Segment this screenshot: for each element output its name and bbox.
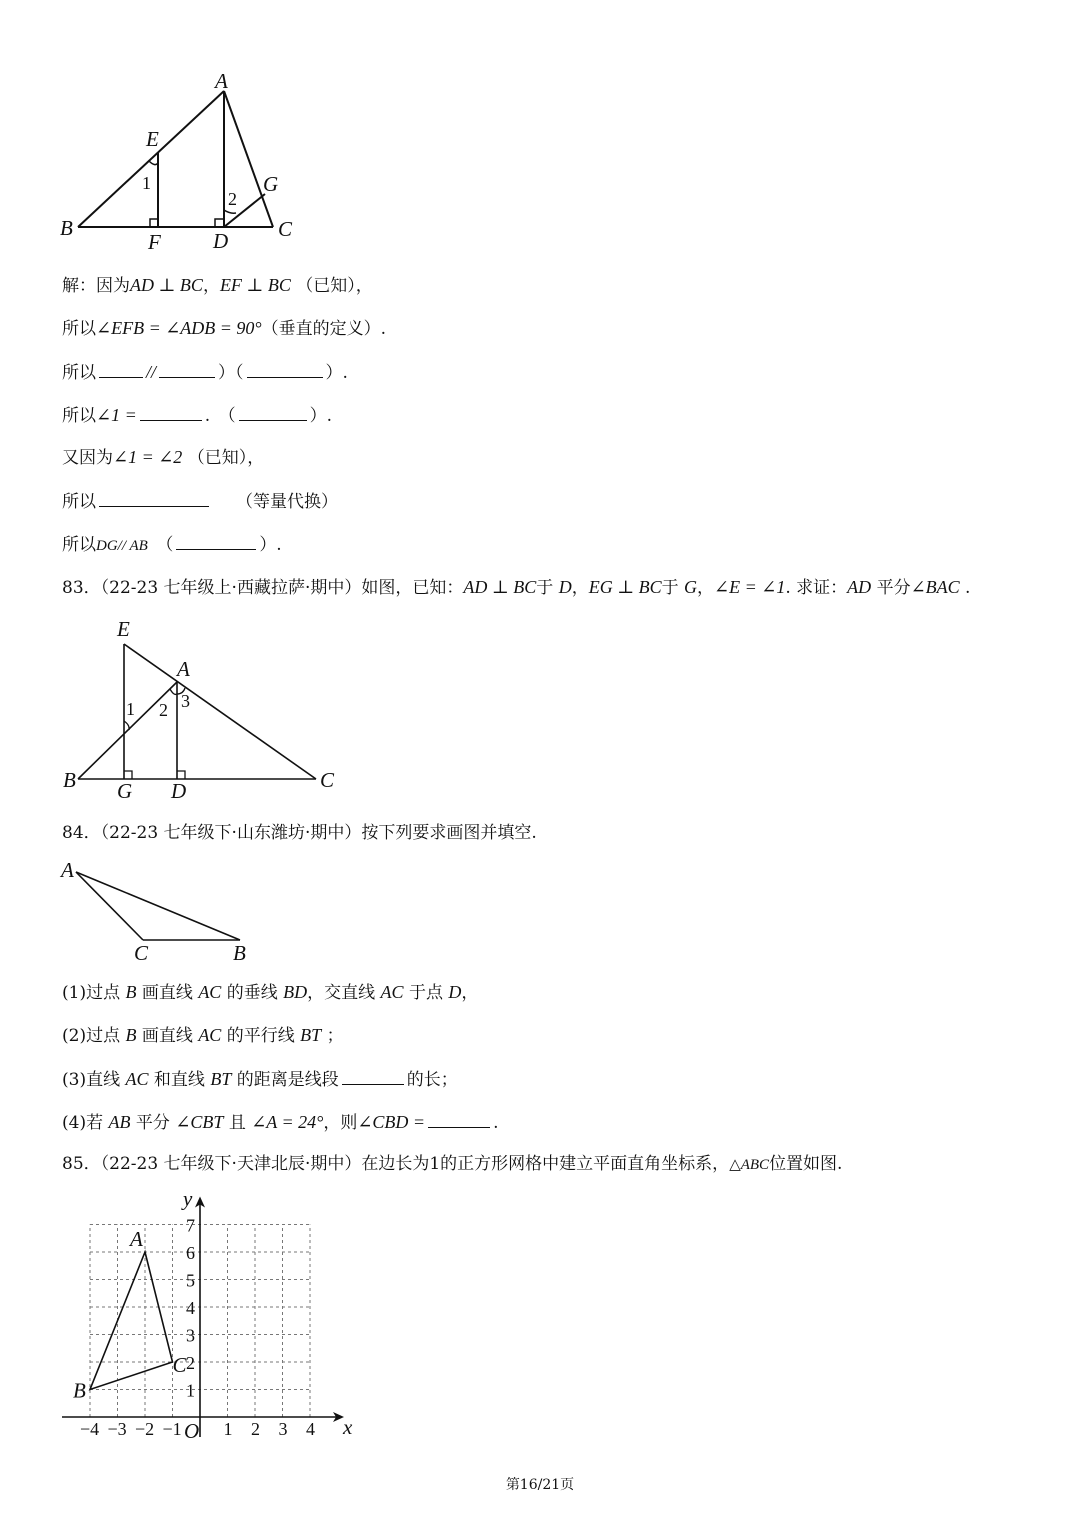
answer-blank[interactable] [159, 359, 215, 378]
x-tick-label: 1 [223, 1419, 233, 1439]
arc-angle-2 [170, 689, 177, 694]
edge-ba [78, 91, 224, 227]
point-label-a: A [130, 1227, 143, 1251]
label-a: A [61, 858, 74, 882]
right-angle-f [150, 219, 158, 227]
label-angle-1: 1 [126, 699, 135, 719]
triangle-edges [90, 1252, 173, 1390]
q84-item-2: (2)过点 B 画直线 AC 的平行线 BT ； [62, 1025, 344, 1046]
segment-ac [76, 872, 143, 940]
page-footer: 第16/21页 [505, 1477, 575, 1493]
label-a: A [215, 69, 228, 93]
x-tick-label: −4 [80, 1419, 100, 1439]
answer-blank[interactable] [99, 488, 209, 507]
label-e: E [146, 127, 159, 151]
y-tick-label: 4 [186, 1298, 195, 1318]
label-c: C [320, 768, 335, 792]
arc-angle-2 [224, 210, 236, 213]
label-d: D [171, 779, 187, 803]
label-c: C [134, 941, 149, 965]
label-c: C [278, 217, 293, 241]
y-tick-label: 3 [186, 1325, 195, 1346]
figure-q84 [0, 850, 1080, 970]
right-angle-d [177, 771, 185, 779]
label-d: D [213, 229, 229, 253]
right-angle-g [124, 771, 132, 779]
figure-q83 [0, 610, 1080, 810]
label-b: B [233, 941, 246, 965]
x-tick-label: 2 [251, 1419, 260, 1439]
q84-item-1: (1)过点 B 画直线 AC 的垂线 BD，交直线 AC 于点 D， [62, 982, 479, 1003]
answer-blank[interactable] [140, 402, 202, 421]
question-83: 83．（22-23 七年级上·西藏拉萨·期中）如图，已知：AD ⊥ BC于 D，EG ⊥ BC于 G，∠E = ∠1. 求证：AD 平分∠BAC . [62, 577, 971, 598]
x-tick-label: −2 [135, 1419, 155, 1439]
x-tick-label: −1 [162, 1419, 182, 1439]
y-axis-label: y [183, 1186, 193, 1211]
coordinate-plane [0, 1180, 1080, 1460]
answer-blank[interactable] [176, 531, 256, 550]
x-tick-label: −3 [107, 1419, 127, 1439]
label-b: B [60, 216, 73, 240]
y-tick-label: 1 [186, 1380, 195, 1401]
label-angle-2: 2 [159, 700, 168, 720]
label-angle-3: 3 [181, 691, 190, 711]
x-tick-label: 3 [278, 1419, 288, 1439]
arc-angle-1 [149, 161, 158, 165]
label-b: B [63, 768, 76, 792]
answer-blank[interactable] [247, 359, 323, 378]
proof-line-1: 解：因为AD ⊥ BC，EF ⊥ BC （已知）， [62, 275, 373, 296]
origin-label: O [184, 1419, 200, 1443]
point-label-c: C [172, 1353, 187, 1377]
x-axis-label: x [343, 1415, 353, 1439]
triangle-abc [90, 1252, 173, 1390]
proof-line-6: 所以 （等量代换） [62, 488, 338, 514]
x-tick-label: 4 [306, 1419, 315, 1439]
proof-line-7: 所以DG// AB （ ）. [62, 531, 282, 558]
answer-blank[interactable] [239, 402, 307, 421]
label-a: A [177, 657, 190, 681]
label-angle-1: 1 [142, 173, 151, 193]
segment-ba [78, 682, 177, 779]
y-tick-label: 7 [186, 1215, 195, 1236]
segment-ab [76, 872, 240, 940]
proof-line-5: 又因为∠1 = ∠2 （已知）， [62, 447, 265, 468]
figure-triangle-abc [0, 0, 1080, 260]
question-84: 84．（22-23 七年级下·山东潍坊·期中）按下列要求画图并填空. [62, 823, 537, 843]
label-e: E [117, 617, 130, 641]
proof-line-3: 所以 // ）（ ）. [62, 359, 348, 385]
answer-blank[interactable] [99, 359, 143, 378]
question-85: 85．（22-23 七年级下·天津北辰·期中）在边长为1的正方形网格中建立平面直角坐标系，△ABC位置如图. [62, 1154, 843, 1174]
segment-ec [124, 644, 316, 779]
answer-blank[interactable] [342, 1066, 404, 1085]
label-g: G [117, 779, 133, 803]
q84-item-3: (3)直线 AC 和直线 BT 的距离是线段 的长； [62, 1066, 458, 1092]
y-tick-label: 5 [186, 1270, 195, 1291]
right-angle-d [215, 219, 224, 227]
point-label-b: B [73, 1378, 86, 1403]
label-angle-2: 2 [228, 189, 237, 209]
label-g: G [263, 172, 279, 196]
axes [62, 1187, 353, 1444]
q84-item-4: (4)若 AB 平分 ∠CBT 且 ∠A = 24°，则∠CBD = . [62, 1109, 498, 1135]
answer-blank[interactable] [428, 1109, 490, 1128]
y-tick-label: 6 [186, 1243, 195, 1263]
proof-line-4: 所以∠1 = . （ ）. [62, 402, 332, 428]
y-tick-label: 2 [186, 1353, 195, 1373]
proof-line-2: 所以∠EFB = ∠ADB = 90°（垂直的定义）. [62, 318, 387, 339]
label-f: F [148, 230, 161, 254]
